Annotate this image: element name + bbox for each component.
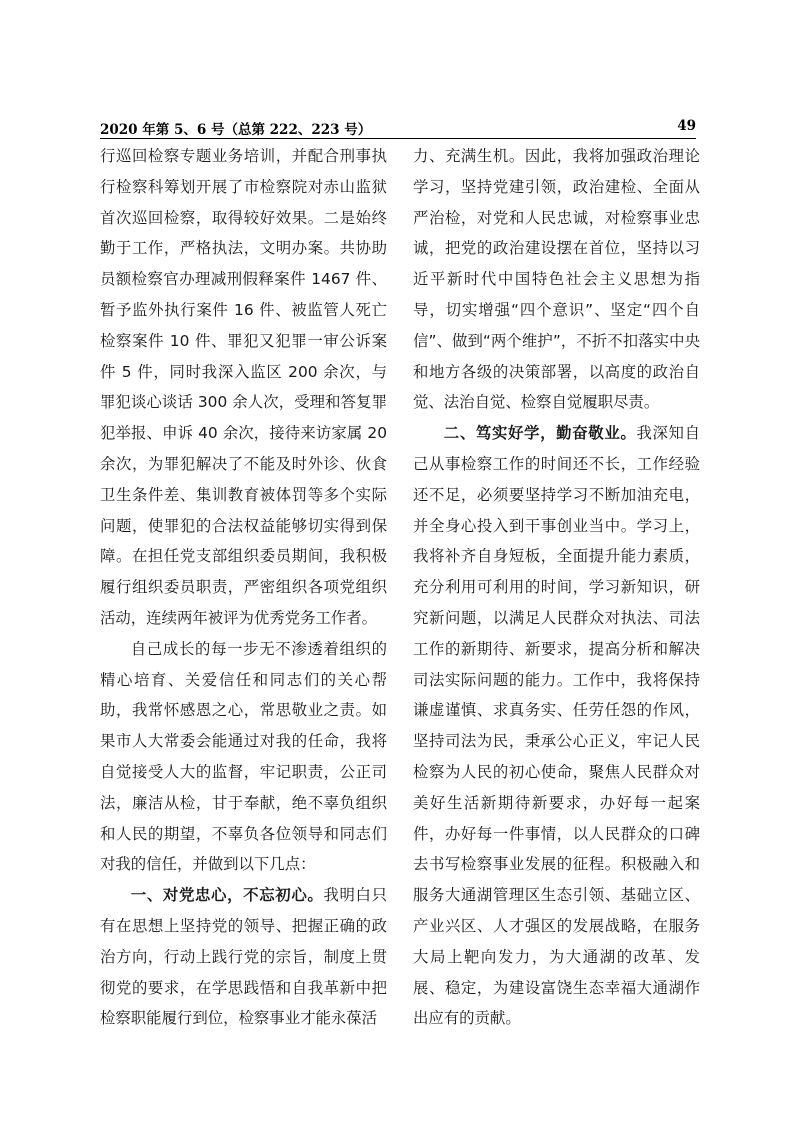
section-heading-diligence: 二、笃实好学，勤奋敬业。 — [443, 424, 637, 443]
section-body-loyalty: 我明白只有在思想上坚持党的领导、把握正确的政治方向，行动上践行党的宗旨，制度上贯彻党的要求，在学思践悟和自我革新中把检察职能履行到位，检察事业才能永葆活 — [100, 886, 387, 1028]
section-body-diligence: 我深知自己从事检察工作的时间还不长，工作经验还不足，必须要坚持学习不断加油充电，并全身心投入到干事创业当中。学习上，我将补齐自身短板，全面提升能力素质，充分利用可利用的时间，学习新知识，研究新问题，以满足人民群众对执法、司法工作的新期待、新要求，提高分析和解决司法实际问题的能力。工作中，我将保持谦虚谨慎、求真务实、任劳任怨的作风，坚持司法为民，秉承公心正义，牢记人民检察为人民的初心使命，聚焦人民群众对美好生活新期待新要求，办好每一起案件，办好每一件事情，以人民群众的口碑去书写检察事业发展的征程。积极融入和服务大通湖管理区生态引领、基础立区、产业兴区、人才强区的发展战略，在服务大局上靶向发力，为大通湖的改革、发展、稳定，为建设富饶生态幸福大通湖作出应有的贡献。 — [413, 424, 700, 1028]
paragraph-diligence — [413, 418, 700, 1034]
running-header — [100, 116, 696, 139]
paragraph-loyalty — [100, 880, 387, 1034]
paragraph-continued: 行巡回检察专题业务培训，并配合刑事执行检察科筹划开展了市检察院对赤山监狱首次巡回检察，取得较好效果。二是始终勤于工作，严格执法，文明办案。共协助员额检察官办理减刑假释案件 1467 件、暂予监外执行案件 16 件、被监管人死亡检察案件 10 件、罪犯又犯罪一审公诉案件 5 件，同时我深入监区 200 余次，与罪犯谈心谈话 300 余人次，受理和答复罪犯举报、申诉 40 余次，接待来访家属 20 余次，为罪犯解决了不能及时外诊、伙食卫生条件差、集训教育被体罚等多个实际问题，使罪犯的合法权益能够切实得到保障。在担任党支部组织委员期间，我积极履行组织委员职责，严密组织各项党组织活动，连续两年被评为优秀党务工作者。 — [100, 147, 387, 627]
page-number: 49 — [677, 118, 696, 134]
journal-issue: 2020 年第 5、6 号（总第 222、223 号） — [100, 122, 372, 138]
left-column — [100, 141, 387, 1034]
section-heading-loyalty: 一、对党忠心，不忘初心。 — [130, 886, 324, 905]
paragraph-gratitude: 自己成长的每一步无不渗透着组织的精心培育、关爱信任和同志们的关心帮助，我常怀感恩之心，常思敬业之责。如果市人大常委会能通过对我的任命，我将自觉接受人大的监督，牢记职责，公正司法，廉洁从检，甘于奉献，绝不辜负组织和人民的期望，不辜负各位领导和同志们对我的信任，并做到以下几点： — [100, 639, 387, 874]
right-column — [413, 141, 700, 1034]
paragraph-continued-right: 力、充满生机。因此，我将加强政治理论学习，坚持党建引领，政治建检、全面从严治检，对党和人民忠诚，对检察事业忠诚，把党的政治建设摆在首位，坚持以习近平新时代中国特色社会主义思想为指导，切实增强“四个意识”、坚定“四个自信”、做到“两个维护”，不折不扣落实中央和地方各级的决策部署，以高度的政治自觉、法治自觉、检察自觉履职尽责。 — [413, 147, 700, 412]
